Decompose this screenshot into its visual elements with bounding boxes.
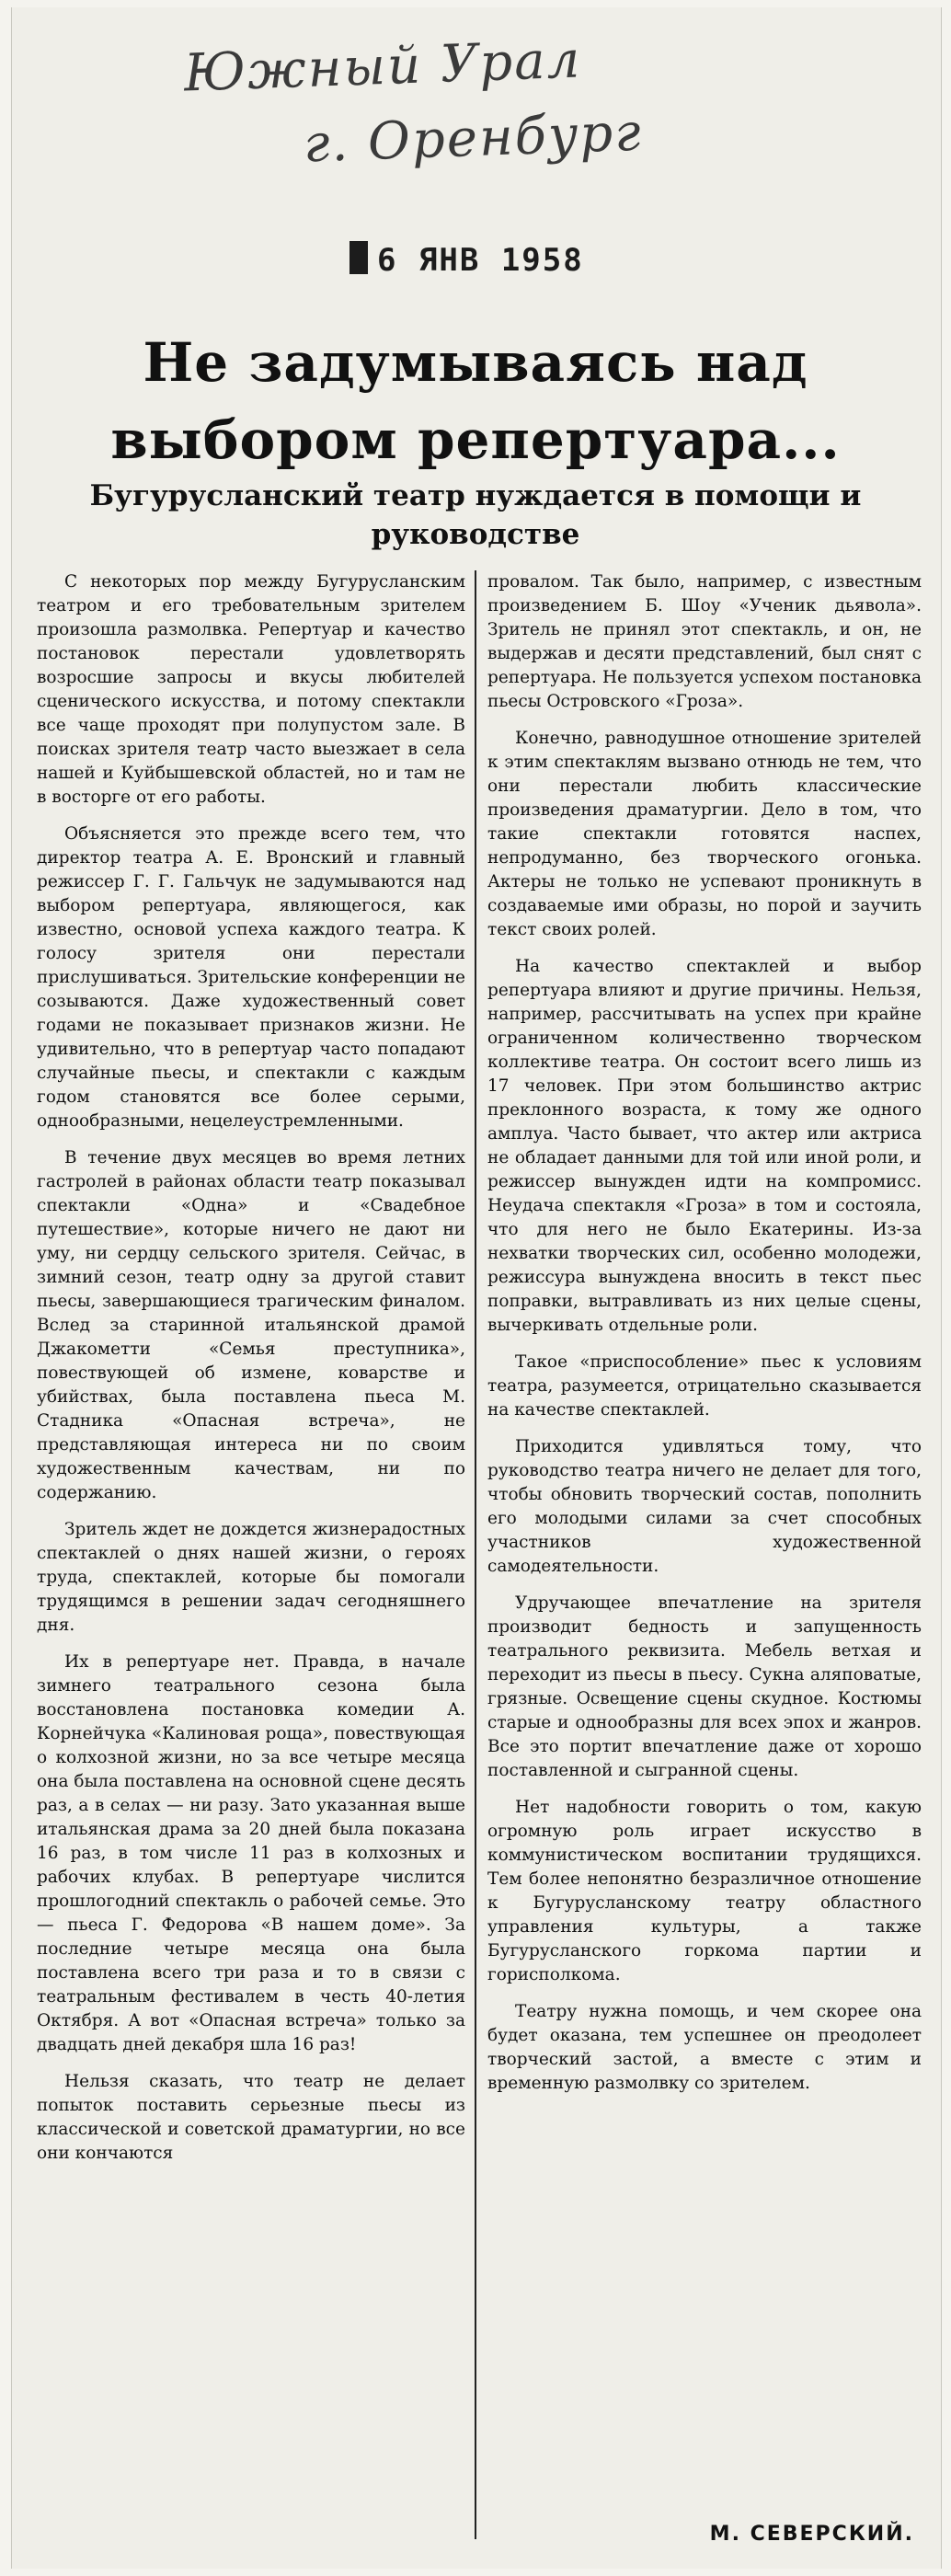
paragraph: С некоторых пор между Бугурусланским театром и его требовательным зрителем произошла размолвка. Репертуар и качество постановок перестали удовлетворять возросшие запросы и вкусы любителей сценического искусства, и потому спектакли все чаще проходят при полупустом зале. В поисках зрителя театр часто выезжает в села нашей и Куйбышевской областей, но и там не в восторге от его работы. bbox=[37, 572, 465, 807]
paragraph: Объясняется это прежде всего тем, что директор театра А. Е. Вронский и главный режиссер Г. Г. Гальчук не задумываются над выбором репертуара, являющегося, как известно, основой успеха каждого театра. К голосу зрителя они перестали прислушиваться. Зрительские конференции не созываются. Даже художественный совет годами не показывает признаков жизни. Не удивительно, что в репертуар часто попадают случайные пьесы, и спектакли с каждым годом становятся все более серыми, однообразными, нецелеустремленными. bbox=[37, 824, 465, 1131]
paragraph: Их в репертуаре нет. Правда, в начале зимнего театрального сезона была восстановлена постановка комедии А. Корнейчука «Калиновая роща», повествующая о колхозной жизни, но за все четыре месяца она была поставлена на основной сцене десять раз, а в селах — ни разу. Зато указанная выше итальянская драма за 20 дней была показана 16 раз, в том числе 11 раз в колхозных и рабочих клубах. В репертуаре числится прошлогодний спектакль о рабочей семье. Это — пьеса Г. Федорова «В нашем доме». За последние четыре месяца она была поставлена всего три раза и то в связи с театральным фестивалем в честь 40-летия Октября. А вот «Опасная встреча» только за двадцать дней декабря шла 16 раз! bbox=[37, 1652, 465, 2054]
author-signature: М. СЕВЕРСКИЙ. bbox=[709, 2523, 914, 2546]
paragraph: Удручающее впечатление на зрителя производит бедность и запущенность театрального реквизита. Мебель ветхая и переходит из пьесы в пьесу. Сукна аляповатые, грязные. Освещение сцены скудное. Костюмы старые и однообразны для всех эпох и жанров. Все это портит впечатление даже от хорошо поставленной и сыгранной сцены. bbox=[487, 1593, 922, 1780]
article-column-left bbox=[37, 570, 465, 2548]
article-column-right bbox=[487, 570, 922, 2548]
paragraph: Такое «приспособление» пьес к условиям театра, разумеется, отрицательно сказывается на качестве спектаклей. bbox=[487, 1352, 922, 1420]
handwritten-source: Южный Урал bbox=[182, 29, 583, 104]
paragraph: Приходится удивляться тому, что руководство театра ничего не делает для того, чтобы обновить творческий состав, пополнить его молодыми силами за счет способных участников художественной самодеятельности. bbox=[487, 1437, 922, 1576]
paragraph: В течение двух месяцев во время летних гастролей в районах области театр показывал спектакли «Одна» и «Свадебное путешествие», которые ничего не дают ни уму, ни сердцу сельского зрителя. Сейчас, в зимний сезон, театр одну за другой ставит пьесы, завершающиеся трагическим финалом. Вслед за старинной итальянской драмой Джакометти «Семья преступника», повествующей об измене, коварстве и убийствах, была поставлена пьеса М. Стадника «Опасная встреча», не представляющая интереса ни по своим художественным качествам, ни по содержанию. bbox=[37, 1148, 465, 1502]
column-divider bbox=[475, 570, 476, 2539]
paragraph: Зритель ждет не дождется жизнерадостных спектаклей о днях нашей жизни, о героях труда, спектаклей, которые бы помогали трудящимся в решении задач сегодняшнего дня. bbox=[37, 1520, 465, 1635]
paragraph: Нельзя сказать, что театр не делает попыток поставить серьезные пьесы из классической и советской драматургии, но все они кончаются bbox=[37, 2072, 465, 2163]
handwritten-city: г. Оренбург bbox=[302, 102, 644, 175]
stamp-mark-icon bbox=[349, 241, 368, 274]
stamp-date: 6 ЯНВ 1958 bbox=[377, 242, 584, 279]
paragraph: Театру нужна помощь, и чем скорее она будет оказана, тем успешнее он преодолеет творческий застой, а вместе с этим и временную размолвку со зрителем. bbox=[487, 2002, 922, 2093]
paragraph: Конечно, равнодушное отношение зрителей к этим спектаклям вызвано отнюдь не тем, что они перестали любить классические произведения драматургии. Дело в том, что такие спектакли готовятся наспех, непродуманно, без творческого огонька. Актеры не только не успевают проникнуть в создаваемые ими образы, но порой и заучить текст своих ролей. bbox=[487, 729, 922, 939]
paragraph: провалом. Так было, например, с известным произведением Б. Шоу «Ученик дьявола». Зритель не принял этот спектакль, и он, не выдержав и десяти представлений, был снят с репертуара. Не пользуется успехом постановка пьесы Островского «Гроза». bbox=[487, 572, 922, 711]
paragraph: Нет надобности говорить о том, какую огромную роль играет искусство в коммунистическом воспитании трудящихся. Тем более непонятно безразличное отношение к Бугурусланскому театру областного управления культуры, а также Бугурусланского горкома партии и горисполкома. bbox=[487, 1798, 922, 1984]
date-stamp bbox=[349, 241, 584, 279]
article-subheadline: Бугурусланский театр нуждается в помощи и руководстве bbox=[89, 479, 862, 551]
article-headline: Не задумываясь над выбором репертуара... bbox=[110, 331, 841, 471]
paragraph: На качество спектаклей и выбор репертуара влияют и другие причины. Нельзя, например, рассчитывать на успех при крайне ограниченном количественно творческом коллективе театра. Он состоит всего лишь из 17 человек. При этом большинство актрис преклонного возраста, к тому же одного амплуа. Часто бывает, что актер или актриса не обладает данными для той или иной роли, и режиссер вынужден идти на компромисс. Неудача спектакля «Гроза» в том и состояла, что для него не было Екатерины. Из-за нехватки творческих сил, особенно молодежи, режиссура вынуждена вносить в текст пьес поправки, вытравливать из них целые сцены, вычеркивать отдельные роли. bbox=[487, 957, 922, 1335]
